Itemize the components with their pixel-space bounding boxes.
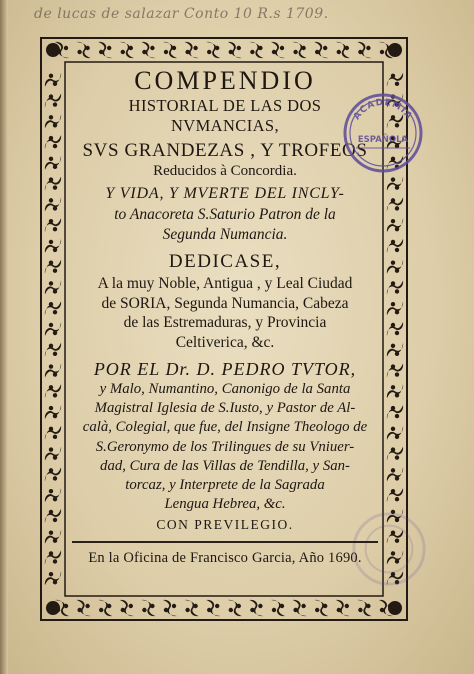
author-line: calà, Colegial, que fue, del Insigne Theologo de [82,419,368,436]
author-line: dad, Cura de las Villas de Tendilla, y San- [100,457,350,474]
stamp-middle-text: ESPAÑOLA [357,135,409,145]
page-edge [0,0,8,674]
dedication-line: de las Estremaduras, y Provincia [123,314,327,331]
author-line: Lengua Hebrea, &c. [164,496,286,513]
divider-rule [72,541,378,543]
author-heading: POR EL Dr. D. PEDRO TVTOR, [93,359,357,379]
dedication-line: de SORIA, Segunda Numancia, Cabeza [101,294,349,312]
subtitle-line: to Anacoreta S.Saturio Patron de la [114,206,336,223]
author-line: torcaz, y Interprete de la Sagrada [125,477,325,494]
handwritten-inscription: de lucas de salazar Conto 10 R.s 1709. [34,6,329,22]
title-line: Reducidos à Concordia. [153,163,297,179]
privilege-notice: CON PREVILEGIO. [156,517,294,533]
author-line: S.Geronymo de los Trilingues de su Vniuer- [95,438,355,455]
dedication-line: A la muy Noble, Antigua , y Leal Ciudad [97,275,353,292]
main-title: COMPENDIO [134,66,316,95]
stamp-top-text: ACADEMIA [352,97,414,122]
title-line: NVMANCIAS, [170,116,280,135]
subtitle-line: Y VIDA, Y MVERTE DEL INCLY- [105,185,345,202]
author-line: y Malo, Numantino, Canonigo de la Santa [99,381,351,397]
dedication-heading: DEDICASE, [168,251,282,272]
title-page-text [66,64,384,600]
library-stamp-icon [342,92,424,174]
dedication-line: Celtiverica, &c. [175,333,275,351]
title-line: HISTORIAL DE LAS DOS [128,96,322,115]
author-line: Magistral Iglesia de S.Iusto, y Pastor de Al- [94,400,356,417]
subtitle-line: Segunda Numancia. [162,225,288,243]
imprint-line: En la Oficina de Francisco Garcia, Año 1690. [88,550,362,567]
title-line: SVS GRANDEZAS , Y TROFEOS [82,140,368,161]
